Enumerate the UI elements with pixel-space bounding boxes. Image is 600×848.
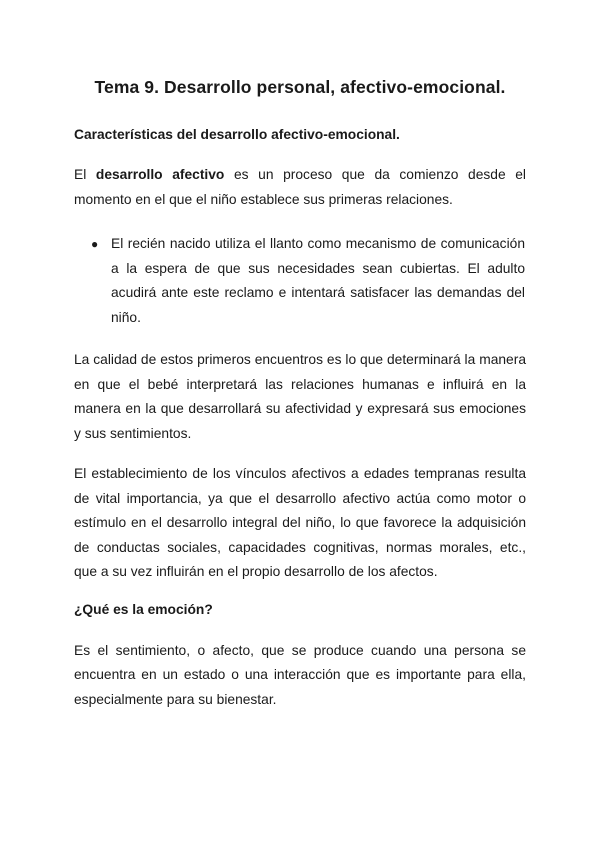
- section-heading: Características del desarrollo afectivo-emocional.: [74, 127, 400, 142]
- bold-term: desarrollo afectivo: [95, 167, 225, 182]
- bullet-dot-icon: ●: [91, 237, 99, 251]
- bullet-list: [74, 232, 526, 330]
- bullet-item: [74, 232, 525, 330]
- paragraph-intro: [74, 163, 526, 212]
- paragraph-quality: La calidad de estos primeros encuentros es lo que determinará la manera en que el bebé interpretará las relaciones humanas e influirá en la manera en la que desarrollará su afectividad y expresará sus emociones y sus sentimientos.: [74, 352, 526, 441]
- page-title: Tema 9. Desarrollo personal, afectivo-emocional.: [94, 77, 506, 97]
- paragraph-emotion: Es el sentimiento, o afecto, que se produce cuando una persona se encuentra en un estado o una interacción que es importante para ella, especialmente para su bienestar.: [74, 642, 526, 707]
- paragraph-intro-rest: es un proceso que da comienzo desde el momento en el que el niño establece sus primeras relaciones.: [74, 167, 526, 207]
- bullet-text: El recién nacido utiliza el llanto como mecanismo de comunicación a la espera de que sus necesidades sean cubiertas. El adulto acudirá ante este reclamo e intentará satisfacer las demandas del niño.: [111, 236, 525, 325]
- paragraph-intro-lead: El: [74, 167, 96, 182]
- paragraph-bonds: El establecimiento de los vínculos afectivos a edades tempranas resulta de vital importancia, ya que el desarrollo afectivo actúa como motor o estímulo en el desarrollo integral del niño, lo que favorece la adquisición de conductas sociales, capacidades cognitivas, normas morales, etc., que a su vez influirán en el propio desarrollo de los afectos.: [74, 466, 526, 579]
- question-heading: ¿Qué es la emoción?: [74, 601, 213, 617]
